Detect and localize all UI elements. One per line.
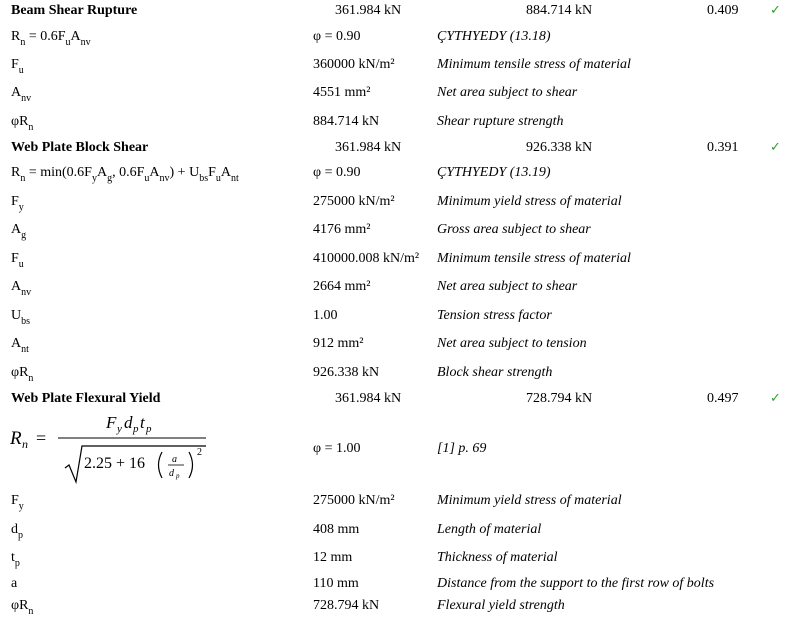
variable-value: 4176 mm² [313,222,371,237]
calc-row [0,576,794,596]
calc-row [0,598,794,618]
calc-row [0,29,794,49]
description: Minimum yield stress of material [437,493,622,508]
variable-value: 408 mm [313,522,360,537]
variable-value: 912 mm² [313,336,364,351]
variable-value: 275000 kN/m² [313,194,395,209]
variable-value: 884.714 kN [313,114,380,129]
calc-row [0,85,794,105]
svg-text:F: F [106,413,117,432]
description: Distance from the support to the first row of bolts [437,576,715,591]
variable-symbol: $F_u$ [11,57,24,76]
svg-text:d: d [124,413,133,432]
capacity-value: 728.794 kN [526,391,593,406]
section-title: Web Plate Flexural Yield [11,391,161,406]
variable-value: 410000.008 kN/m² [313,251,420,266]
formula-symbol: $R_n = 0.6F_uA_{nv}$ [11,29,91,48]
variable-value: 2664 mm² [313,279,371,294]
calc-row [0,493,794,513]
calc-row [0,57,794,77]
description: Shear rupture strength [437,114,564,129]
description: [1] p. 69 [437,441,487,456]
formula-symbol: $R_n = \min(0.6F_yA_g$, $0.6F_uA_{nv}) + U_{bs}F_uA_{nt}$ [11,165,239,184]
calc-row [0,279,794,299]
svg-text:2.25 + 16: 2.25 + 16 [84,455,146,472]
description: Flexural yield strength [437,598,565,613]
svg-text:y: y [117,423,122,435]
demand-value: 361.984 kN [335,140,402,155]
variable-value: 1.00 [313,308,338,323]
variable-symbol: $F_u$ [11,251,24,270]
calc-row [0,114,794,134]
svg-text:=: = [36,428,47,448]
calc-row [0,441,794,461]
calc-row [0,336,794,356]
phi-value: φ = 0.90 [313,29,361,44]
ratio-value: 0.409 [707,3,739,18]
variable-symbol: $U_{bs}$ [11,308,31,327]
variable-symbol: $A_{nt}$ [11,336,29,355]
calc-row [0,365,794,385]
calc-row [0,194,794,214]
variable-symbol: $\varphi R_n$ [11,598,34,617]
variable-value: 12 mm [313,550,353,565]
variable-symbol: $A_{nv}$ [11,279,32,298]
variable-value: 110 mm [313,576,359,591]
capacity-value: 926.338 kN [526,140,593,155]
check-icon: ✓ [770,140,781,155]
variable-value: 926.338 kN [313,365,380,380]
variable-symbol: $\varphi R_n$ [11,114,34,133]
description: Net area subject to shear [437,85,578,100]
section-header [0,140,794,160]
section-header [0,3,794,23]
variable-symbol: a [11,576,18,591]
variable-value: 275000 kN/m² [313,493,395,508]
description: Gross area subject to shear [437,222,591,237]
variable-symbol: $A_{nv}$ [11,85,32,104]
demand-value: 361.984 kN [335,391,402,406]
description: ÇYTHYEDY (13.18) [437,29,551,44]
svg-text:n: n [22,437,28,451]
ratio-value: 0.497 [707,391,739,406]
description: Minimum yield stress of material [437,194,622,209]
demand-value: 361.984 kN [335,3,402,18]
calc-row [0,550,794,570]
svg-text:p: p [176,472,180,480]
section-title: Web Plate Block Shear [11,140,149,155]
variable-symbol: $d_p$ [11,522,23,541]
description: Length of material [437,522,542,537]
calc-row [0,222,794,242]
check-icon: ✓ [770,391,781,406]
description: Block shear strength [437,365,553,380]
description: Minimum tensile stress of material [437,251,631,266]
calc-row [0,308,794,328]
section-header [0,391,794,411]
variable-symbol: $F_y$ [11,194,24,213]
variable-value: 728.794 kN [313,598,380,613]
svg-text:a: a [172,454,177,465]
variable-value: 4551 mm² [313,85,371,100]
section-title: Beam Shear Rupture [11,3,138,18]
description: Thickness of material [437,550,558,565]
variable-symbol: $t_p$ [11,550,20,569]
svg-text:R: R [10,428,22,449]
description: ÇYTHYEDY (13.19) [437,165,551,180]
calc-row [0,251,794,271]
capacity-value: 884.714 kN [526,3,593,18]
calc-row [0,522,794,542]
ratio-value: 0.391 [707,140,739,155]
svg-text:p: p [146,423,152,435]
phi-value: φ = 1.00 [313,441,361,456]
variable-symbol: $F_y$ [11,493,24,512]
description: Tension stress factor [437,308,552,323]
svg-text:2: 2 [197,447,202,458]
check-icon: ✓ [770,3,781,18]
variable-value: 360000 kN/m² [313,57,395,72]
description: Net area subject to shear [437,279,578,294]
description: Net area subject to tension [437,336,587,351]
svg-text:t: t [140,413,145,432]
description: Minimum tensile stress of material [437,57,631,72]
phi-value: φ = 0.90 [313,165,361,180]
variable-symbol: $\varphi R_n$ [11,365,34,384]
svg-text:d: d [169,468,174,479]
calc-row [0,165,794,185]
svg-text:p: p [133,423,139,435]
variable-symbol: $A_g$ [11,222,27,241]
